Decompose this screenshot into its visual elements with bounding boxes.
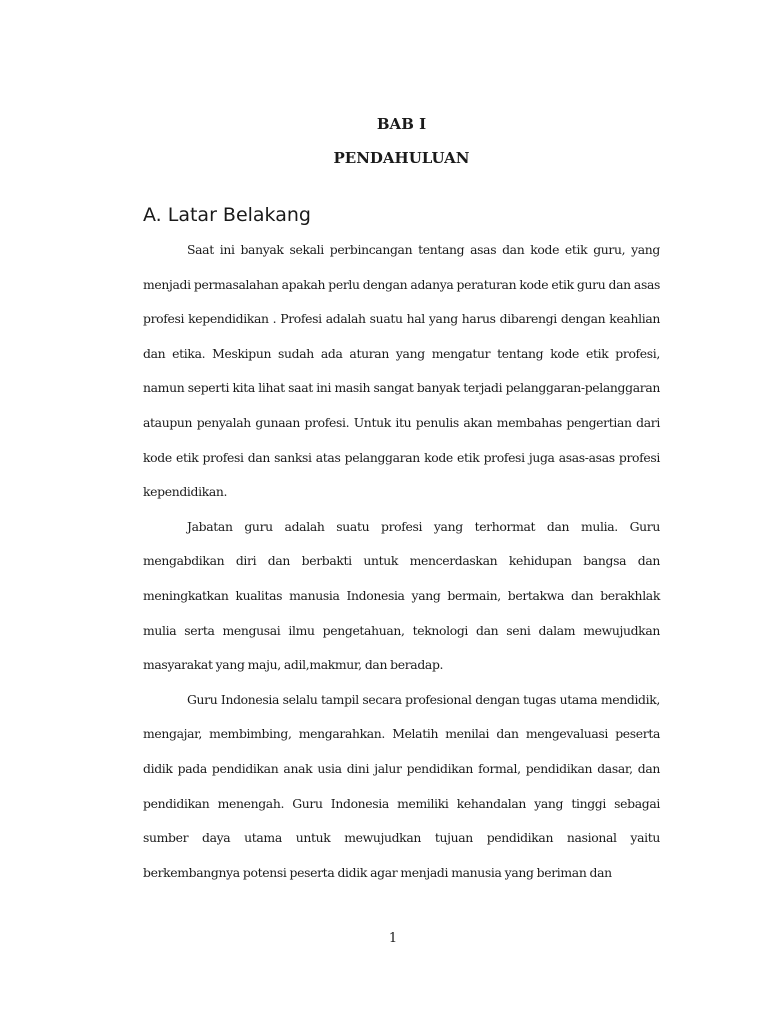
chapter-title: PENDAHULUAN	[333, 149, 470, 167]
paragraph-2: Jabatan guru adalah suatu profesi yang terhormat dan mulia. Guru mengabdikan diri dan berbakti untuk mencerdaskan kehidupan bangsa dan meningkatkan kualitas manusia Indonesia yang bermain, bertakwa dan berakhlak mulia serta mengusai ilmu pengetahuan, teknologi dan seni dalam mewujudkan masyarakat yang maju, adil,makmur, dan beradap.	[143, 518, 660, 673]
section-heading: A. Latar Belakang	[143, 204, 311, 226]
page-number: 1	[388, 931, 398, 946]
paragraph-1: Saat ini banyak sekali perbincangan tentang asas dan kode etik guru, yang menjadi permasalahan apakah perlu dengan adanya peraturan kode etik guru dan asas profesi kependidikan . Profesi adalah suatu hal yang harus dibarengi dengan keahlian dan etika. Meskipun sudah ada aturan yang mengatur tentang kode etik profesi, namun seperti kita lihat saat ini masih sangat banyak terjadi pelanggaran-pelanggaran ataupun penyalah gunaan profesi. Untuk itu penulis akan membahas pengertian dari kode etik profesi dan sanksi atas pelanggaran kode etik profesi juga asas-asas profesi kependidikan.	[143, 242, 660, 500]
body-text	[143, 233, 660, 890]
chapter-number: BAB I	[376, 115, 427, 133]
paragraph-3: Guru Indonesia selalu tampil secara profesional dengan tugas utama mendidik, mengajar, membimbing, mengarahkan. Melatih menilai dan mengevaluasi peserta didik pada pendidikan anak usia dini jalur pendidikan formal, pendidikan dasar, dan pendidikan menengah. Guru Indonesia memiliki kehandalan yang tinggi sebagai sumber daya utama untuk mewujudkan tujuan pendidikan nasional yaitu berkembangnya potensi peserta didik agar menjadi manusia yang beriman dan	[143, 691, 660, 880]
